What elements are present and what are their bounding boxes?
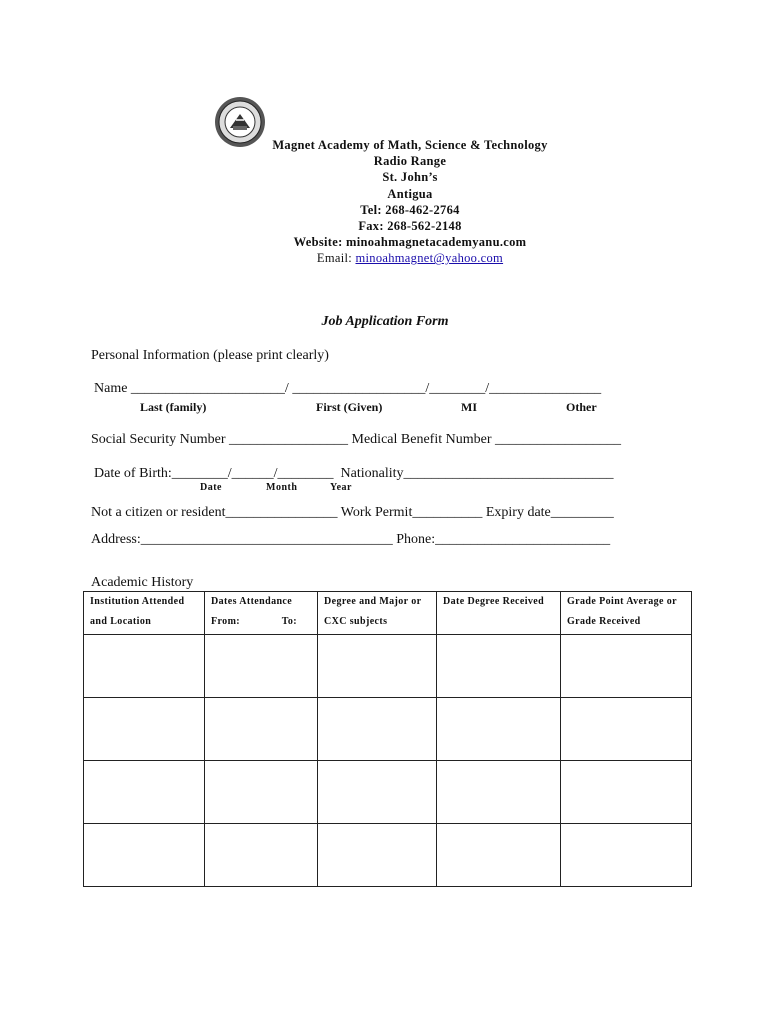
table-cell[interactable] (84, 824, 205, 887)
table-cell[interactable] (561, 761, 692, 824)
table-cell[interactable] (205, 761, 318, 824)
table-cell[interactable] (205, 698, 318, 761)
table-cell[interactable] (84, 761, 205, 824)
dob-sub-month: Month (266, 482, 298, 493)
table-cell[interactable] (561, 635, 692, 698)
fax: Fax: 268-562-2148 (358, 219, 462, 234)
academic-history-heading: Academic History (91, 575, 194, 590)
academic-history-table (83, 591, 692, 887)
dates-from-label: From: (211, 616, 241, 627)
table-cell[interactable] (437, 635, 561, 698)
table-cell[interactable] (318, 761, 437, 824)
table-cell[interactable] (561, 698, 692, 761)
table-header-row (84, 592, 692, 635)
table-cell[interactable] (205, 635, 318, 698)
table-row (84, 698, 692, 761)
name-sub-other: Other (566, 400, 597, 414)
address-phone-field[interactable]: Address:____________________________________ Phone:_________________________ (91, 532, 611, 547)
col-date-received: Date Degree Received (437, 592, 561, 635)
name-sub-last: Last (family) (140, 400, 207, 414)
dob-sub-year: Year (330, 482, 352, 493)
table-row (84, 635, 692, 698)
school-name: Magnet Academy of Math, Science & Technology (272, 138, 548, 152)
name-field[interactable]: Name ______________________/ ___________________/________/________________ (94, 381, 602, 396)
col-dates: Dates Attendance From: To: (205, 592, 318, 635)
dates-to-label: To: (281, 616, 297, 627)
table-cell[interactable] (84, 635, 205, 698)
personal-info-heading: Personal Information (please print clearly) (91, 348, 329, 363)
table-cell[interactable] (84, 698, 205, 761)
dob-nationality-field[interactable]: Date of Birth:________/______/________ Nationality______________________________ (94, 466, 614, 481)
address-line-3: Antigua (387, 186, 433, 201)
table-cell[interactable] (318, 824, 437, 887)
dob-sub-date: Date (200, 482, 222, 493)
table-cell[interactable] (205, 824, 318, 887)
table-cell[interactable] (318, 698, 437, 761)
table-cell[interactable] (318, 635, 437, 698)
table-cell[interactable] (437, 698, 561, 761)
address-line-2: St. John’s (382, 170, 438, 185)
citizen-permit-field[interactable]: Not a citizen or resident________________ Work Permit__________ Expiry date_________ (91, 505, 614, 520)
email-line (200, 250, 620, 266)
table-row (84, 824, 692, 887)
website: Website: minoahmagnetacademyanu.com (293, 235, 527, 250)
col-institution: Institution Attended and Location (84, 592, 205, 635)
school-header (200, 137, 620, 267)
name-sub-first: First (Given) (316, 400, 383, 414)
name-sub-mi: MI (461, 400, 477, 414)
email-label: Email: (316, 251, 356, 266)
col-grade: Grade Point Average or Grade Received (561, 592, 692, 635)
ssn-medical-field[interactable]: Social Security Number _________________ Medical Benefit Number __________________ (91, 432, 621, 447)
table-cell[interactable] (561, 824, 692, 887)
telephone: Tel: 268-462-2764 (360, 202, 460, 217)
address-line-1: Radio Range (373, 154, 447, 169)
table-cell[interactable] (437, 824, 561, 887)
table-row (84, 761, 692, 824)
email-link[interactable]: minoahmagnet@yahoo.com (355, 251, 504, 266)
form-title: Job Application Form (321, 314, 449, 329)
col-degree: Degree and Major or CXC subjects (318, 592, 437, 635)
table-cell[interactable] (437, 761, 561, 824)
